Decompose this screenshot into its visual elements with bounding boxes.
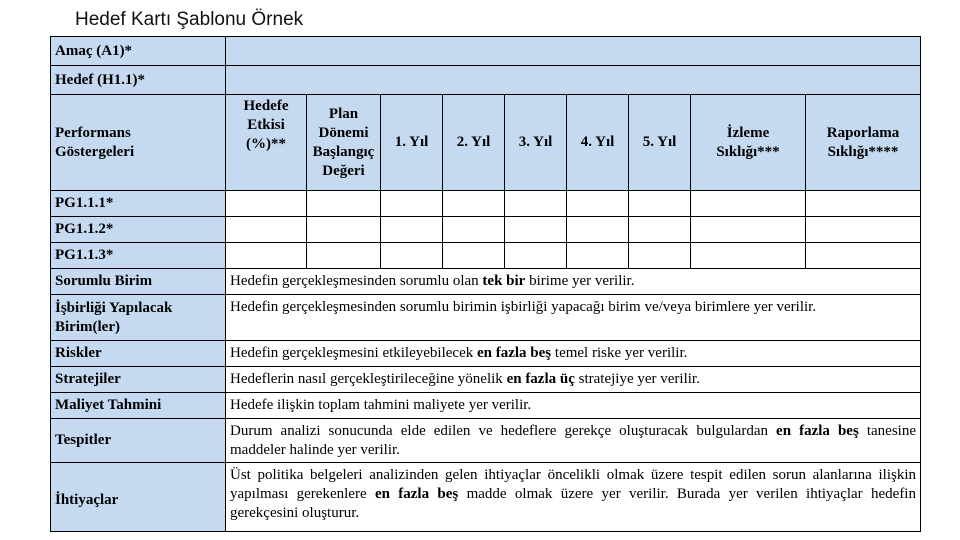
amac-value-cell[interactable]	[226, 37, 921, 66]
pg1-cell[interactable]	[226, 191, 307, 217]
table-row-pg1	[51, 191, 921, 217]
column-header-year-5: 5. Yıl	[629, 95, 691, 191]
column-header-year-3: 3. Yıl	[505, 95, 567, 191]
pg2-cell[interactable]	[806, 217, 921, 243]
column-header-raporlama: Raporlama Sıklığı****	[806, 95, 921, 191]
sorumlu-label: Sorumlu Birim	[51, 269, 226, 295]
hedef-value-cell[interactable]	[226, 66, 921, 95]
pg2-cell[interactable]	[443, 217, 505, 243]
hedef-label: Hedef (H1.1)*	[51, 66, 226, 95]
column-header-etki: Hedefe Etkisi (%)**	[226, 95, 307, 191]
table-row-isbirligi	[51, 295, 921, 341]
pg-label-1: PG1.1.1*	[51, 191, 226, 217]
stratejiler-text: Hedeflerin nasıl gerçekleştirileceğine yönelik en fazla üç stratejiye yer verilir.	[226, 367, 921, 393]
column-header-year-1: 1. Yıl	[381, 95, 443, 191]
column-header-plan: Plan Dönemi Başlangıç Değeri	[307, 95, 381, 191]
ihtiyaclar-text: Üst politika belgeleri analizinden gelen ihtiyaçlar öncelikli olmak üzere tespit edilen sorun alanlarına ilişkin yapılması gerekenlere en fazla beş madde olmak üzere yer verilir. Burada yer verilen ihtiyaçlar hedefin gerekçesini oluşturur.	[226, 463, 921, 532]
table-row-ihtiyaclar	[51, 463, 921, 532]
pg1-cell[interactable]	[443, 191, 505, 217]
pg3-cell[interactable]	[381, 243, 443, 269]
pg3-cell[interactable]	[691, 243, 806, 269]
riskler-label: Riskler	[51, 341, 226, 367]
pg3-cell[interactable]	[505, 243, 567, 269]
target-card-table	[50, 36, 921, 532]
ihtiyaclar-label: İhtiyaçlar	[51, 463, 226, 532]
amac-label: Amaç (A1)*	[51, 37, 226, 66]
pg1-cell[interactable]	[307, 191, 381, 217]
isbirligi-label: İşbirliği Yapılacak Birim(ler)	[51, 295, 226, 341]
performance-indicators-label: Performans Göstergeleri	[51, 95, 226, 191]
stratejiler-label: Stratejiler	[51, 367, 226, 393]
pg2-cell[interactable]	[381, 217, 443, 243]
table-row-performance-header	[51, 95, 921, 191]
pg2-cell[interactable]	[226, 217, 307, 243]
pg1-cell[interactable]	[567, 191, 629, 217]
table-row-stratejiler	[51, 367, 921, 393]
table-row-maliyet	[51, 393, 921, 419]
pg2-cell[interactable]	[307, 217, 381, 243]
tespitler-text: Durum analizi sonucunda elde edilen ve hedeflere gerekçe oluşturacak bulgulardan en fazla beş tanesine maddeler halinde yer verilir.	[226, 419, 921, 463]
table-row-hedef	[51, 66, 921, 95]
maliyet-text: Hedefe ilişkin toplam tahmini maliyete yer verilir.	[226, 393, 921, 419]
page-title: Hedef Kartı Şablonu Örnek	[75, 9, 304, 30]
table-row-sorumlu	[51, 269, 921, 295]
pg1-cell[interactable]	[381, 191, 443, 217]
pg2-cell[interactable]	[691, 217, 806, 243]
pg2-cell[interactable]	[629, 217, 691, 243]
pg3-cell[interactable]	[226, 243, 307, 269]
column-header-year-2: 2. Yıl	[443, 95, 505, 191]
riskler-text: Hedefin gerçekleşmesini etkileyebilecek en fazla beş temel riske yer verilir.	[226, 341, 921, 367]
pg3-cell[interactable]	[443, 243, 505, 269]
table-row-pg3	[51, 243, 921, 269]
table-row-tespitler	[51, 419, 921, 463]
pg2-cell[interactable]	[567, 217, 629, 243]
pg1-cell[interactable]	[691, 191, 806, 217]
pg3-cell[interactable]	[806, 243, 921, 269]
pg3-cell[interactable]	[307, 243, 381, 269]
maliyet-label: Maliyet Tahmini	[51, 393, 226, 419]
pg3-cell[interactable]	[567, 243, 629, 269]
pg-label-3: PG1.1.3*	[51, 243, 226, 269]
column-header-year-4: 4. Yıl	[567, 95, 629, 191]
table-row-pg2	[51, 217, 921, 243]
tespitler-label: Tespitler	[51, 419, 226, 463]
pg1-cell[interactable]	[806, 191, 921, 217]
table-row-amac	[51, 37, 921, 66]
pg2-cell[interactable]	[505, 217, 567, 243]
column-header-izleme: İzleme Sıklığı***	[691, 95, 806, 191]
pg1-cell[interactable]	[505, 191, 567, 217]
isbirligi-text: Hedefin gerçekleşmesinden sorumlu birimin işbirliği yapacağı birim ve/veya birimlere yer verilir.	[226, 295, 921, 341]
pg1-cell[interactable]	[629, 191, 691, 217]
table-row-riskler	[51, 341, 921, 367]
pg-label-2: PG1.1.2*	[51, 217, 226, 243]
pg3-cell[interactable]	[629, 243, 691, 269]
sorumlu-text: Hedefin gerçekleşmesinden sorumlu olan tek bir birime yer verilir.	[226, 269, 921, 295]
